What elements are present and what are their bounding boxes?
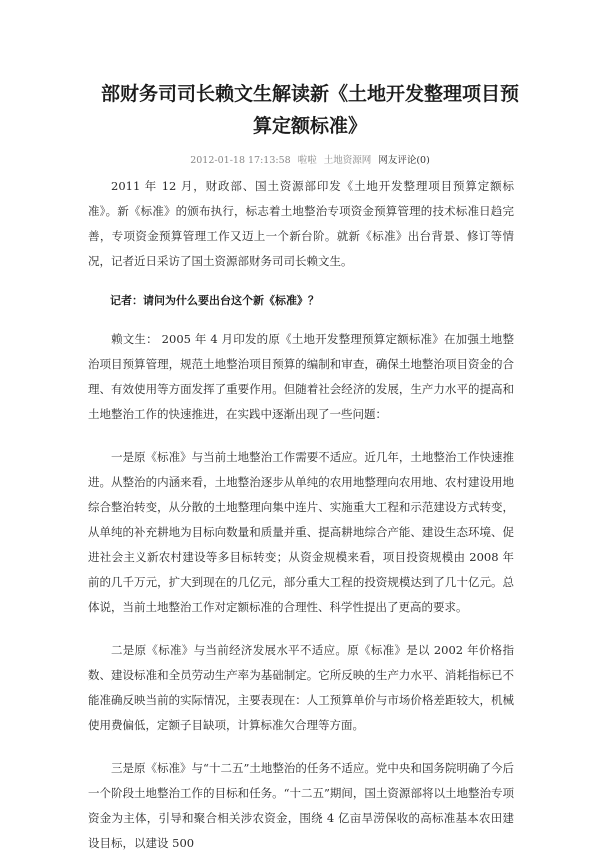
source-name: 土地资源网 (323, 155, 372, 166)
point-one-paragraph: 一是原《标准》与当前土地整治工作需要不适应。近几年，土地整治工作快速推进。从整治的内涵来看，土地整治逐步从单纯的农用地整理向农用地、农村建设用地综合整治转变，从分散的土地整理向集中连片、实施重大工程和示范建设方式转变，从单纯的补充耕地为目标向数量和质量并重、提高耕地综合产能、建设生态环境、促进社会主义新农村建设等多目标转变；从资金规模来看，项目投资规模由 2008 年前的几千万元，扩大到现在的几亿元，部分重大工程的投资规模达到了几十亿元。总体说，当前土地整治工作对定额标准的合理性、科学性提出了更高的要求。 (88, 450, 514, 614)
article-meta (100, 152, 520, 166)
article-title: 部财务司司长赖文生解读新《土地开发整理项目预算定额标准》 (100, 83, 519, 137)
intro-paragraph: 2011 年 12 月，财政部、国土资源部印发《土地开发整理项目预算定额标准》。新《标准》的颁布执行，标志着土地整治专项资金预算管理的技术标准日趋完善，专项资金预算管理工作又迈上一个新台阶。就新《标准》出台背景、修订等情况，记者近日采访了国土资源部财务司司长赖文生。 (88, 179, 514, 268)
comments-link[interactable]: 网友评论(0) (378, 155, 430, 166)
point-two-paragraph: 二是原《标准》与当前经济发展水平不适应。原《标准》是以 2002 年价格指数、建设标准和全员劳动生产率为基础制定。它所反映的生产力水平、消耗指标已不能准确反映当前的实际情况，主要表现在：人工预算单价与市场价格差距较大，机械使用费偏低，定额子目缺项，计算标准欠合理等方面。 (88, 643, 514, 732)
answer-paragraph: 赖文生： 2005 年 4 月印发的原《土地开发整理预算定额标准》在加强土地整治项目预算管理，规范土地整治项目预算的编制和审查，确保土地整治项目资金的合理、有效使用等方面发挥了重要作用。但随着社会经济的发展，生产力水平的提高和土地整治工作的快速推进，在实践中逐渐出现了一些问题： (88, 332, 514, 421)
publish-date: 2012-01-18 17:13:58 (190, 155, 291, 166)
reporter-question: 记者：请问为什么要出台这个新《标准》？ (110, 294, 319, 307)
article-body (88, 174, 514, 856)
author-name: 啦啦 (297, 155, 317, 166)
point-three-paragraph: 三是原《标准》与“十二五”土地整治的任务不适应。党中央和国务院明确了今后一个阶段土地整治工作的目标和任务。“十二五”期间，国土资源部将以土地整治专项资金为主体，引导和聚合相关涉农资金，围绕 4 亿亩旱涝保收的高标准基本农田建设目标，以建设 500 (88, 761, 514, 850)
